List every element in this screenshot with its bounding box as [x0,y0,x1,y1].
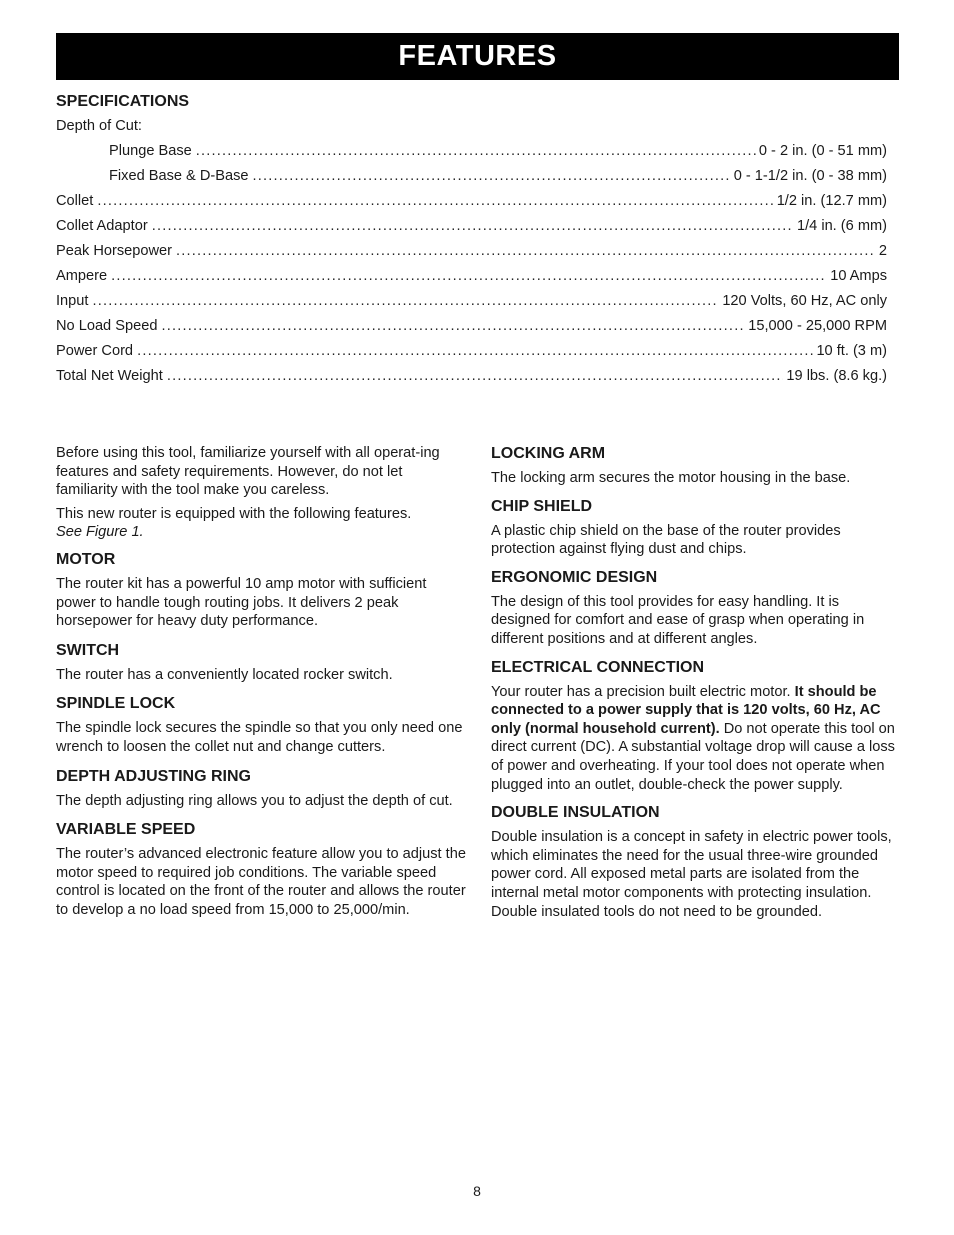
dot-leader [152,214,794,239]
spec-label: Peak Horsepower [56,243,172,259]
right-column [491,444,901,930]
section-switch [56,641,466,685]
spec-label: Power Cord [56,343,134,359]
spec-row [56,339,887,364]
specifications-heading: SPECIFICATIONS [56,93,190,110]
spec-value: 10 Amps [830,268,887,284]
dot-leader [92,289,719,314]
section-heading: DEPTH ADJUSTING RING [56,767,251,785]
dot-leader [161,314,745,339]
spec-row [56,139,887,164]
section-spindle-lock [56,694,466,756]
dot-leader [176,239,876,264]
spec-value: 0 - 2 in. (0 - 51 mm) [758,143,887,159]
spec-label: Collet [56,193,94,209]
section-heading: VARIABLE SPEED [56,821,196,839]
page-number: 8 [473,1183,481,1199]
spec-label: Collet Adaptor [56,218,148,234]
spec-value: 2 [878,243,887,259]
section-heading: SWITCH [56,641,120,659]
spec-row [56,164,887,189]
section-text: The router has a conveniently located rocker switch. [56,666,393,683]
spec-row [56,214,887,239]
spec-value: 1/4 in. (6 mm) [796,218,887,234]
spec-value: 0 - 1-1/2 in. (0 - 38 mm) [733,168,887,184]
dot-leader [253,164,731,189]
spec-label: Ampere [56,268,108,284]
intro-features-paragraph: This new router is equipped with the following features. See Figure 1. [56,505,412,541]
spec-value: 120 Volts, 60 Hz, AC only [722,293,887,309]
section-text: The spindle lock secures the spindle so that you only need one wrench to loosen the collet nut and change cutters. [56,720,463,755]
section-heading: LOCKING ARM [491,445,606,462]
section-motor [56,550,466,631]
spec-row [56,289,887,314]
spec-label: No Load Speed [56,318,158,334]
dot-leader [137,339,813,364]
dot-leader [196,139,756,164]
section-locking-arm [491,444,901,488]
section-text: Your router has a precision built electric motor. It should be connected to a power supply that is 120 volts, 60 Hz, AC only (normal household current). Do not operate this tool on direct current (DC). A substantial voltage drop will cause a loss of power and overheating. If your tool does not operate when plugged into an outlet, double-check the power supply. [491,683,895,793]
dot-leader [97,189,773,214]
spec-row [56,364,887,389]
section-text: The design of this tool provides for easy handling. It is designed for comfort and ease of grasp when operating in different positions and at different angles. [491,593,865,647]
specifications-list [56,114,887,389]
section-variable-speed [56,820,466,919]
section-heading: MOTOR [56,550,116,568]
left-column [56,444,466,930]
section-chip-shield [491,497,901,559]
dot-leader [167,364,784,389]
spec-label: Total Net Weight [56,368,163,384]
section-ergonomic-design [491,568,901,649]
page-title: FEATURES [398,40,557,72]
spec-label: Plunge Base [109,143,192,159]
spec-value: 19 lbs. (8.6 kg.) [786,368,887,384]
intro-paragraph: Before using this tool, familiarize yourself with all operat-ing features and safety requirements. However, do not let familiarity with the tool make you careless. [56,445,440,499]
section-text: Double insulation is a concept in safety in electric power tools, which eliminates the need for the usual three-wire grounded power cord. All exposed metal parts are isolated from the internal metal motor components with protecting insulation. Double insulated tools do not need to be grounded. [491,829,892,920]
section-depth-adjusting-ring [56,767,466,811]
spec-label: Fixed Base & D-Base [109,168,249,184]
spec-label: Input [56,293,89,309]
section-text: A plastic chip shield on the base of the router provides protection against flying dust and chips. [491,522,841,558]
spec-row [56,314,887,339]
spec-row [56,264,887,289]
spec-value: 1/2 in. (12.7 mm) [776,193,887,209]
spec-row [56,189,887,214]
section-text: The router’s advanced electronic feature allow you to adjust the motor speed to required job conditions. The variable speed control is located on the front of the router and allows the router to develop a no load speed from 15,000 to 25,000/min. [56,846,466,918]
section-text: The depth adjusting ring allows you to adjust the depth of cut. [56,792,453,809]
section-double-insulation [491,803,901,921]
section-text: The locking arm secures the motor housing in the base. [491,470,851,486]
warning-text: It should be connected to a power supply that is 120 volts, 60 Hz, AC only (normal household current). [491,683,881,737]
spec-value: 15,000 - 25,000 RPM [748,318,887,334]
section-text: The router kit has a powerful 10 amp motor with sufficient power to handle tough routing jobs. It delivers 2 peak horsepower for heavy duty performance. [56,575,427,630]
section-heading: ERGONOMIC DESIGN [491,568,658,586]
spec-depth-of-cut-label: Depth of Cut: [56,118,142,134]
spec-value: 10 ft. (3 m) [816,343,887,359]
figure-reference: See Figure 1. [56,524,144,541]
spec-row [56,239,887,264]
dot-leader [111,264,827,289]
section-heading: ELECTRICAL CONNECTION [491,658,705,676]
section-heading: DOUBLE INSULATION [491,804,660,822]
section-heading: CHIP SHIELD [491,497,593,515]
section-heading: SPINDLE LOCK [56,695,176,713]
page-title-banner [56,33,899,80]
section-electrical-connection [491,658,901,795]
